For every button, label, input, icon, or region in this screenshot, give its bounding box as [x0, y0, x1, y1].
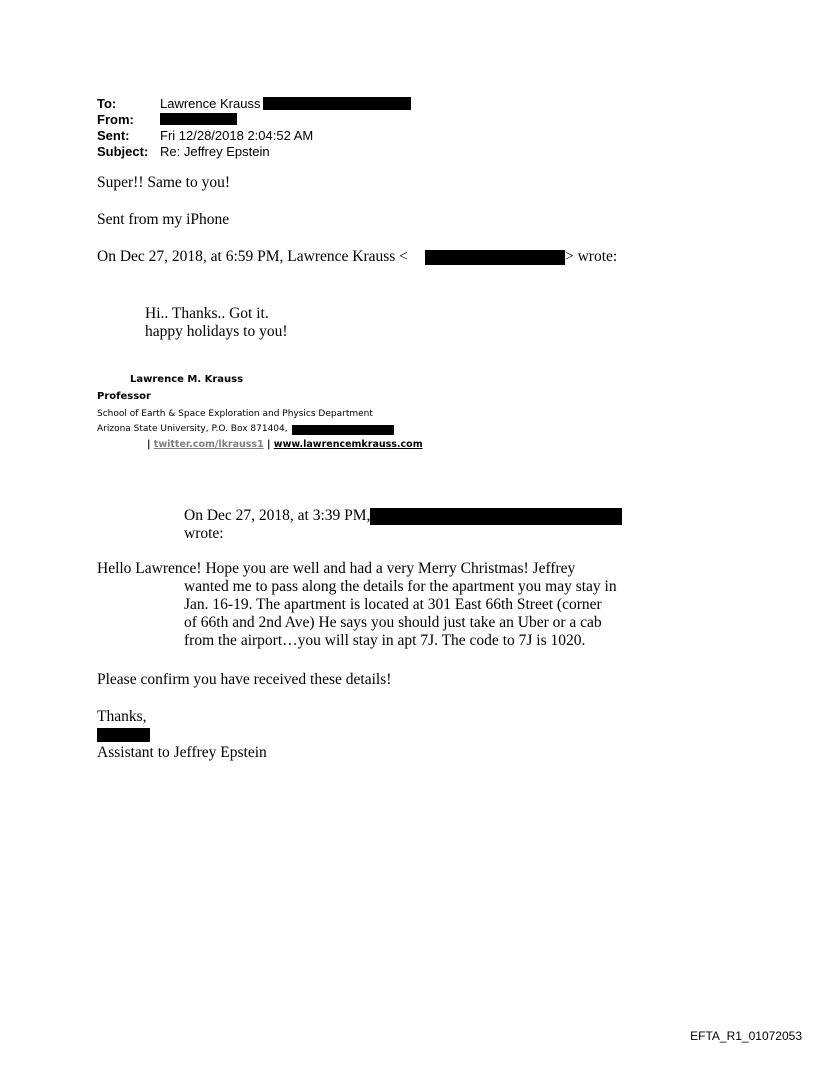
redaction: [97, 728, 150, 742]
quote2-line: from the airport…you will stay in apt 7J. The code to 7J is 1020.: [184, 632, 586, 649]
redaction: [425, 250, 565, 265]
redaction: [292, 425, 394, 435]
quote1-intro-a: On Dec 27, 2018, at 6:59 PM, Lawrence Krauss <: [97, 248, 408, 265]
sender-role: Assistant to Jeffrey Epstein: [97, 744, 267, 761]
quote2-line: wanted me to pass along the details for the apartment you may stay in: [184, 578, 617, 595]
device-signoff: Sent from my iPhone: [97, 211, 230, 228]
quote1-intro-b: > wrote:: [565, 248, 618, 265]
subject-label: Subject:: [97, 144, 149, 159]
redaction: [160, 113, 237, 125]
signature-dept: School of Earth & Space Exploration and Physics Department: [97, 409, 373, 419]
to-value: Lawrence Krauss: [160, 96, 261, 111]
signature-title: Professor: [97, 391, 151, 402]
thanks: Thanks,: [97, 708, 147, 725]
quote2-line: of 66th and 2nd Ave) He says you should just take an Uber or a cab: [184, 614, 602, 631]
signature-name: Lawrence M. Krauss: [130, 374, 244, 385]
quote2-intro-a: On Dec 27, 2018, at 3:39 PM,: [184, 507, 371, 524]
twitter-link[interactable]: twitter.com/lkrauss1: [153, 439, 264, 450]
quote2-intro-b: wrote:: [184, 525, 224, 542]
sent-label: Sent:: [97, 128, 130, 143]
document-id: EFTA_R1_01072053: [690, 1029, 802, 1043]
quote2-line: Hello Lawrence! Hope you are well and had a very Merry Christmas! Jeffrey: [97, 560, 576, 577]
quote1-line: happy holidays to you!: [145, 323, 288, 340]
reply-text: Super!! Same to you!: [97, 174, 231, 191]
to-label: To:: [97, 96, 117, 111]
redaction: [263, 97, 411, 110]
quote2-line: Jan. 16-19. The apartment is located at 301 East 66th Street (corner: [184, 596, 602, 613]
website-link[interactable]: www.lawrencemkrauss.com: [273, 439, 423, 450]
signature-links: | twitter.com/lkrauss1 | www.lawrencemkrauss.com: [147, 439, 423, 450]
from-label: From:: [97, 112, 134, 127]
signature-address: Arizona State University, P.O. Box 871404,: [97, 424, 288, 434]
redaction: [370, 508, 622, 525]
subject-value: Re: Jeffrey Epstein: [160, 144, 270, 159]
sent-value: Fri 12/28/2018 2:04:52 AM: [160, 128, 314, 143]
confirm-request: Please confirm you have received these details!: [97, 671, 392, 688]
quote1-line: Hi.. Thanks.. Got it.: [145, 305, 269, 322]
